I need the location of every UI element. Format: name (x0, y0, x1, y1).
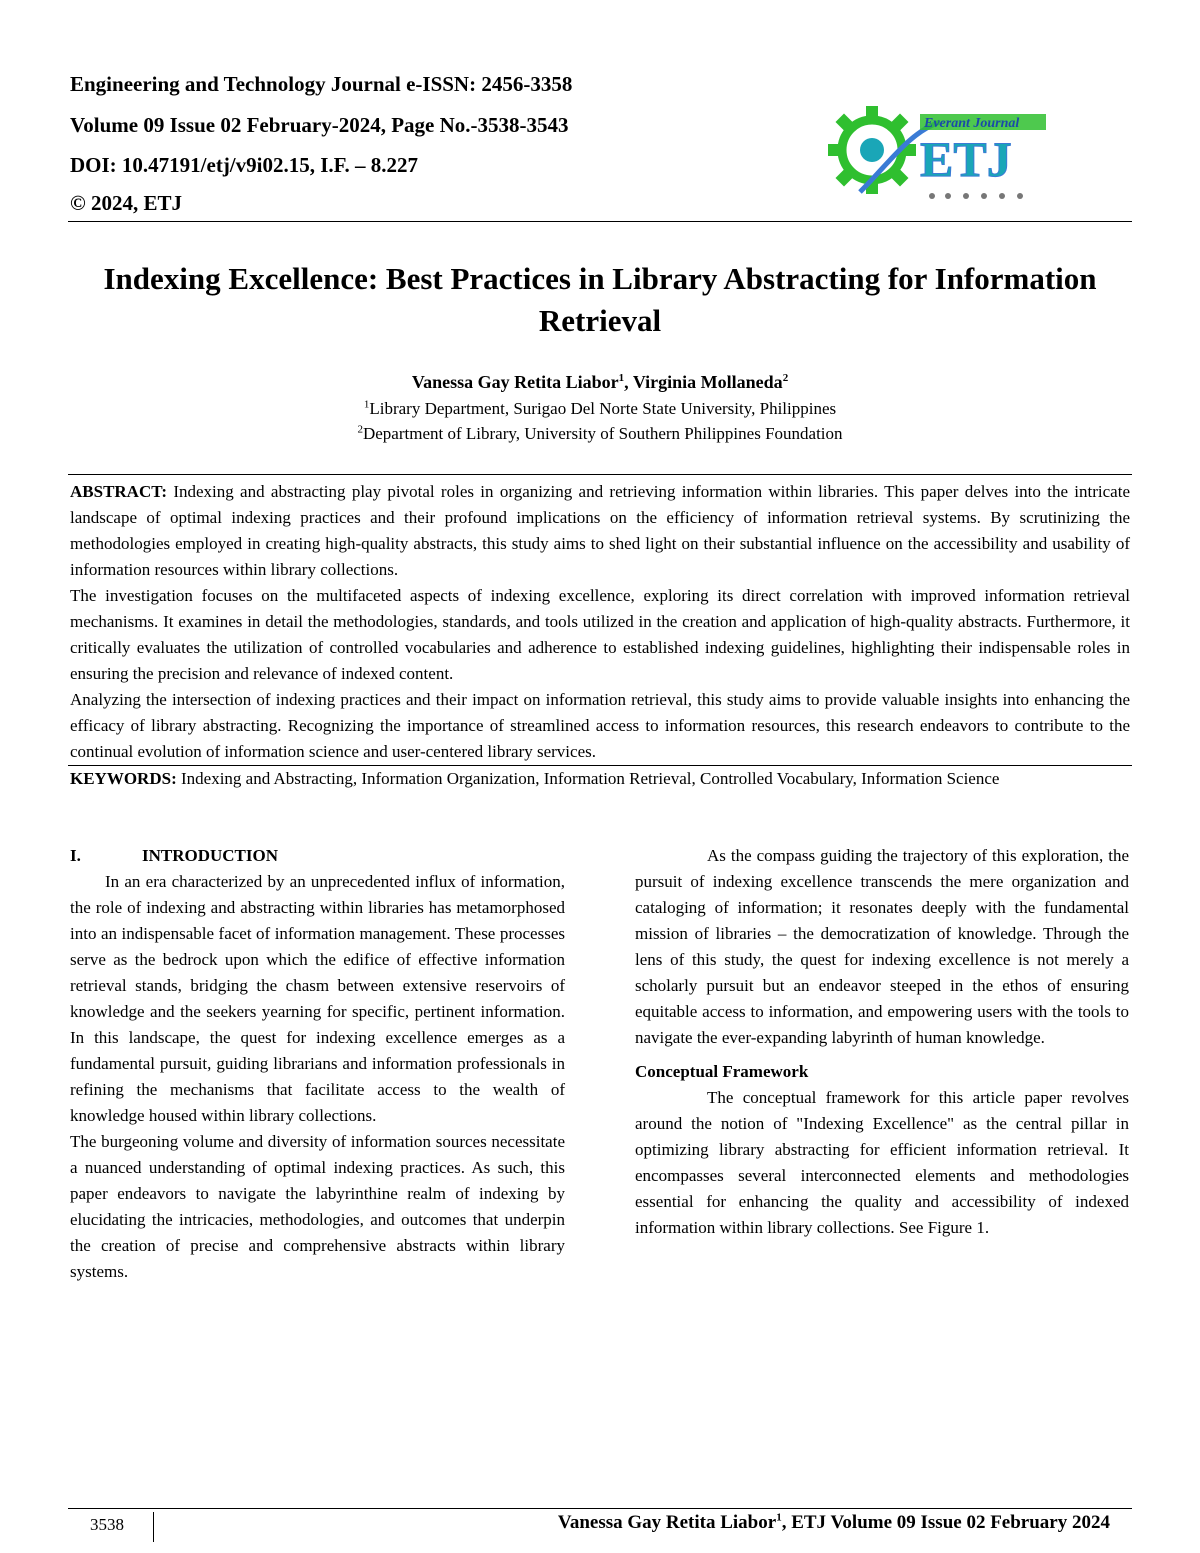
author-2-affil-mark: 2 (782, 372, 789, 384)
journal-title-line: Engineering and Technology Journal e-ISSN: 2456-3358 (70, 72, 573, 96)
left-column (70, 843, 565, 1285)
section-title: INTRODUCTION (142, 846, 279, 865)
intro-para-2: The burgeoning volume and diversity of information sources necessitate a nuanced understanding of optimal indexing practices. As such, this paper endeavors to navigate the labyrinthine realm of indexing by elucidating the intricacies, methodologies, and outcomes that underpin the creation of precise and comprehensive abstracts within library systems. (70, 1132, 565, 1281)
section-number: I. (70, 846, 81, 865)
abstract-para-2: The investigation focuses on the multifaceted aspects of indexing excellence, exploring its direct correlation with improved information retrieval mechanisms. It examines in detail the methodologies, standards, and tools utilized in the creation and application of high-quality abstracts. Furthermore, it critically evaluates the utilization of controlled vocabularies and adherence to established indexing guidelines, highlighting their indispensable roles in ensuring the precision and relevance of indexed content. (70, 586, 1130, 683)
author-2: Virginia Mollaneda (632, 372, 783, 392)
affil-2-mark: 2 (357, 423, 363, 436)
footer-author: Vanessa Gay Retita Liabor (557, 1512, 777, 1533)
running-footer (558, 1512, 1110, 1534)
volume-line: Volume 09 Issue 02 February-2024, Page No.-3538-3543 (70, 113, 569, 137)
right-para-1: As the compass guiding the trajectory of this exploration, the pursuit of indexing excellence transcends the mere organization and cataloging of information; it resonates deeply with the fundamental mission of libraries – the democratization of knowledge. Through the lens of this study, the quest for indexing excellence is not merely a scholarly pursuit but an endeavor steeped in the ethos of ensuring equitable access to information, and empowering users with the tools to navigate the ever-expanding labyrinth of human knowledge. (635, 846, 1129, 1047)
abstract-top-rule (68, 474, 1132, 475)
paper-title: Indexing Excellence: Best Practices in Library Abstracting for Information Retrieval (103, 261, 1097, 338)
affil-1-mark: 1 (363, 398, 370, 411)
author-separator: , (624, 372, 633, 392)
doi-line: DOI: 10.47191/etj/v9i02.15, I.F. – 8.227 (70, 153, 419, 177)
keywords (70, 766, 1130, 792)
author-1: Vanessa Gay Retita Liabor (411, 372, 619, 392)
right-column (635, 843, 1129, 1241)
author-1-affil-mark: 1 (618, 372, 625, 384)
section-heading-introduction (70, 843, 565, 869)
affil-1-text: Library Department, Surigao Del Norte State University, Philippines (369, 399, 837, 418)
footer-citation: , ETJ Volume 09 Issue 02 February 2024 (781, 1512, 1110, 1533)
header-rule (68, 221, 1132, 222)
keywords-label: KEYWORDS: (70, 769, 177, 788)
copyright-line: © 2024, ETJ (70, 191, 182, 215)
abstract-para-3: Analyzing the intersection of indexing practices and their impact on information retrieval, this study aims to provide valuable insights into enhancing the efficacy of library abstracting. Recognizing the importance of streamlined access to information resources, this research endeavors to contribute to the continual evolution of information science and user-centered library services. (70, 690, 1130, 761)
affiliation-1 (0, 398, 1200, 420)
etj-logo (820, 92, 1060, 212)
abstract (70, 479, 1130, 765)
author-list (0, 370, 1200, 394)
page-number: 3538 (90, 1515, 124, 1534)
intro-para-1: In an era characterized by an unprecedented influx of information, the role of indexing and abstracting within libraries has metamorphosed into an indispensable facet of information management. These processes serve as the bedrock upon which the edifice of effective information retrieval stands, bridging the chasm between extensive reservoirs of knowledge and the seekers yearning for specific, pertinent information. In this landscape, the quest for indexing excellence emerges as a fundamental pursuit, guiding librarians and information professionals in refining the mechanisms that facilitate access to the wealth of knowledge housed within library collections. (70, 872, 565, 1125)
affil-2-text: Department of Library, University of Southern Philippines Foundation (362, 424, 843, 443)
logo-text-main: ETJ (920, 131, 1012, 187)
keywords-text: Indexing and Abstracting, Information Organization, Information Retrieval, Controlled Vocabulary, Information Science (180, 769, 1000, 788)
subheading-conceptual-framework: Conceptual Framework (635, 1062, 809, 1081)
footer-divider (153, 1512, 154, 1542)
logo-text-top: Everant Journal (924, 116, 1020, 131)
footer-rule (68, 1508, 1132, 1509)
right-para-2: The conceptual framework for this article paper revolves around the notion of "Indexing Excellence" as the central pillar in optimizing library abstracting for efficient information retrieval. It encompasses several interconnected elements and methodologies essential for enhancing the quality and accessibility of indexed information within library collections. See Figure 1. (635, 1088, 1129, 1237)
footer-author-mark: 1 (776, 1511, 782, 1524)
abstract-label: ABSTRACT: (70, 482, 167, 501)
abstract-text-1: Indexing and abstracting play pivotal roles in organizing and retrieving information within libraries. This paper delves into the intricate landscape of optimal indexing practices and their profound implications on the efficiency of information retrieval systems. By scrutinizing the methodologies employed in creating high-quality abstracts, this study aims to shed light on their substantial influence on the accessibility and usability of information resources within library collections. (70, 482, 1130, 579)
abstract-para-1 (70, 479, 1130, 583)
affiliation-2 (0, 423, 1200, 445)
